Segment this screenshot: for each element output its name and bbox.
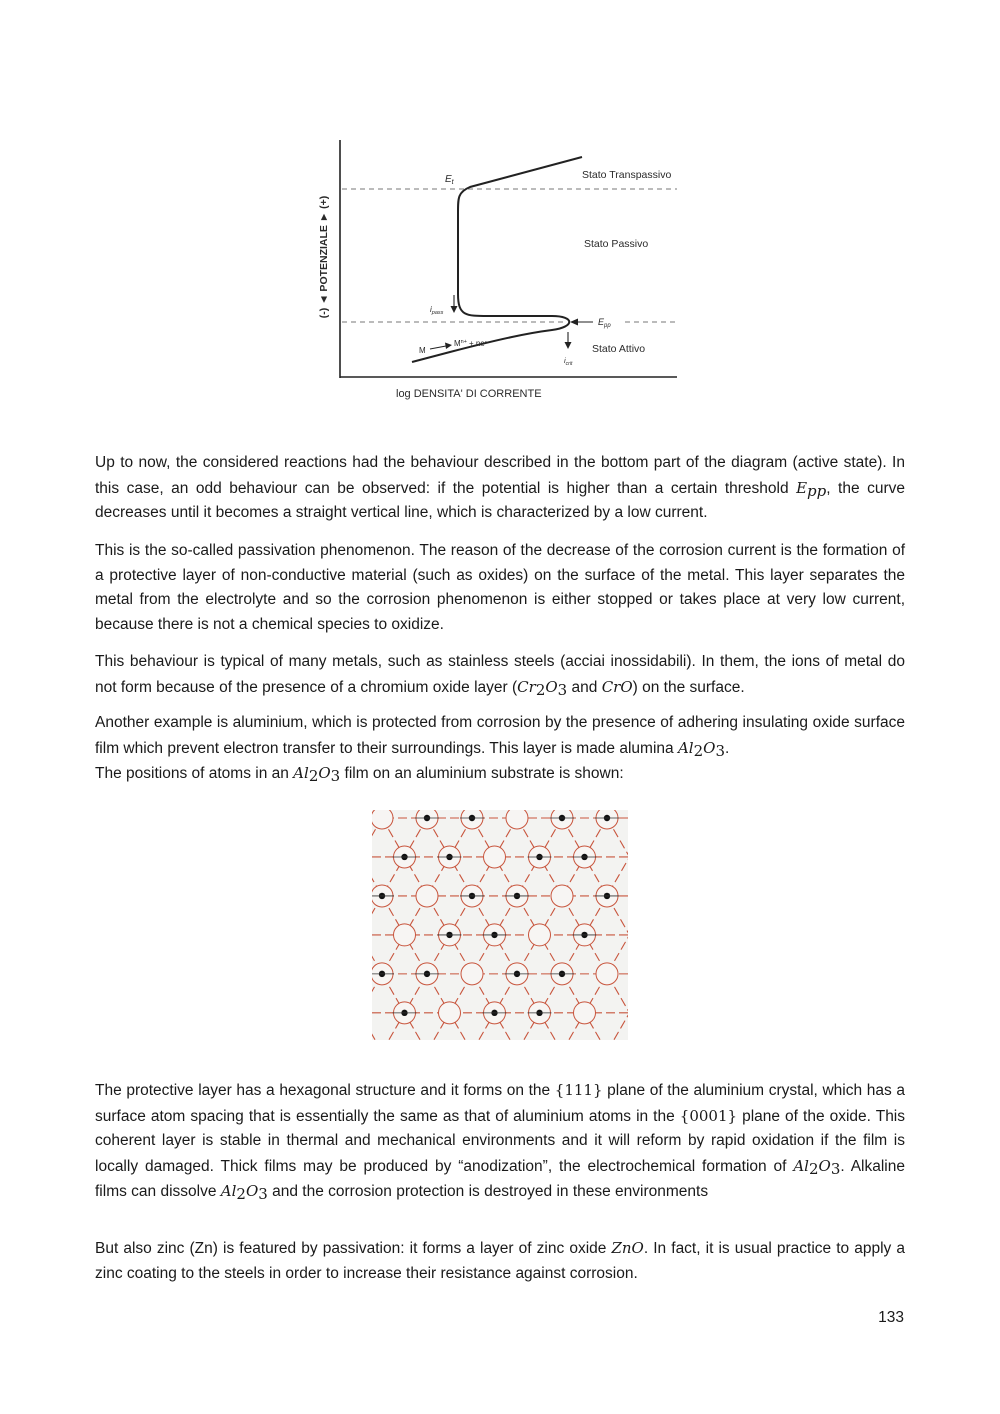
oxygen-atom xyxy=(596,963,618,985)
paragraph-aluminium: Another example is aluminium, which is protected from corrosion by the presence of adhering insulating oxide surface film which prevent electron transfer to their surroundings. This layer is made alumina $Al_2O_3$. The positions of atoms in an $Al_2O_3$ film on an aluminium substrate is shown: xyxy=(95,714,905,785)
et-label: $E_t$ xyxy=(445,174,454,186)
epp-arrowhead xyxy=(570,319,578,326)
reaction-arrow xyxy=(430,346,446,349)
lattice-bond xyxy=(562,818,628,1040)
transpassive-state-label: Stato Transpassivo xyxy=(582,169,672,181)
lattice-bond xyxy=(607,818,628,1040)
passive-state-label: Stato Passivo xyxy=(584,238,649,250)
x-axis-label: log DENSITA' DI CORRENTE xyxy=(396,388,542,400)
alumina-lattice-figure xyxy=(372,810,628,1040)
reaction-metal: M xyxy=(419,346,426,355)
paragraph-hexagonal-structure: The protective layer has a hexagonal structure and it forms on the {111} plane of the aluminium crystal, which has a surface atom spacing that is essentially the same as that of aluminium atoms in the {0001} plane of the oxide. This coherent layer is stable in thermal and mechanical environments and it will reform by rapid oxidation if the film is locally damaged. Thick films may be produced by “anodization”, the electrochemical formation of $Al_2O_3$. Alkaline films can dissolve $Al_2O_3$ and the corrosion protection is destroyed in these environments xyxy=(95,1081,906,1203)
active-state-label: Stato Attivo xyxy=(592,343,646,355)
icrit-label: $i_{crit}$ xyxy=(564,356,573,367)
ipass-arrowhead xyxy=(451,306,458,313)
reaction-product: $M^{n+} + ne^-$ xyxy=(454,339,487,348)
oxygen-atom xyxy=(484,846,506,868)
oxygen-atom xyxy=(372,810,393,829)
icrit-arrowhead xyxy=(565,342,572,349)
page-number: 133 xyxy=(878,1309,904,1326)
lattice-bond xyxy=(372,818,382,1040)
lattice-bond xyxy=(607,818,628,1040)
lattice-bond xyxy=(372,818,382,1040)
polarization-curve xyxy=(412,157,582,362)
oxygen-atom xyxy=(529,924,551,946)
oxygen-atom xyxy=(416,885,438,907)
oxygen-atom xyxy=(551,885,573,907)
reaction-arrowhead xyxy=(445,343,452,350)
passivation-diagram xyxy=(300,132,700,407)
oxygen-atom xyxy=(394,924,416,946)
lattice-bond xyxy=(562,818,628,1040)
oxygen-atom xyxy=(461,963,483,985)
oxygen-atom xyxy=(506,810,528,829)
paragraph-passivation: This is the so-called passivation phenomenon. The reason of the decrease of the corrosion current is the formation of a protective layer of non-conductive material (such as oxides) on the surface of the metal. This layer separates the metal from the electrolyte and so the corrosion phenomenon is either stopped or takes place at very low current, because there is not a chemical species to oxidize. xyxy=(95,542,905,633)
paragraph-stainless-steel: This behaviour is typical of many metals, such as stainless steels (acciai inossidabili). In them, the ions of metal do not form because of the presence of a chromium oxide layer ($Cr_2O_3$ and CrO) on the surface. xyxy=(95,653,905,699)
paragraph-active-state: Up to now, the considered reactions had the behaviour described in the bottom part of the diagram (active state). In this case, an odd behaviour can be observed: if the potential is higher than a certain threshold $E_{pp}$, the curve decreases until it becomes a straight vertical line, which is characterized by a low current. xyxy=(95,454,905,521)
y-axis-label: (-) ◄ POTENZIALE ► (+) xyxy=(318,195,330,319)
ipass-label: $i_{pass}$ xyxy=(430,305,444,316)
oxygen-atom xyxy=(439,1002,461,1024)
oxygen-atom xyxy=(574,1002,596,1024)
epp-label: $E_{pp}$ xyxy=(598,317,611,329)
paragraph-zinc: But also zinc (Zn) is featured by passivation: it forms a layer of zinc oxide ZnO. In fact, it is usual practice to apply a zinc coating to the steels in order to increase their resistance against corrosion. xyxy=(95,1239,905,1282)
